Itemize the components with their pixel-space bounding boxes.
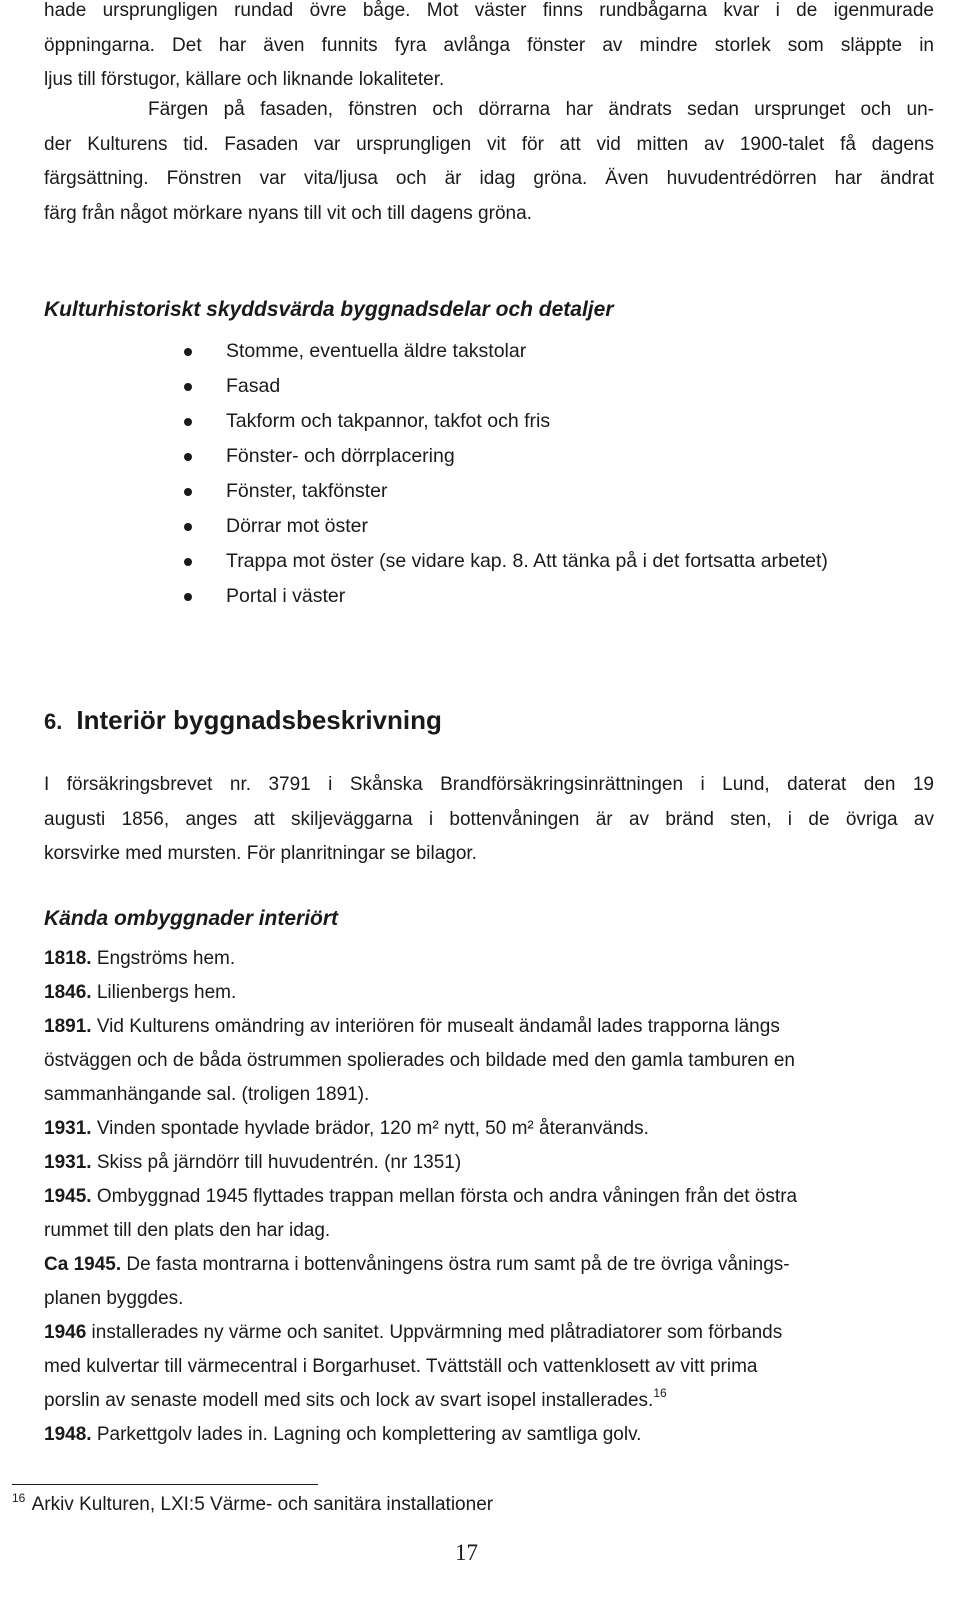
entry-text: porslin av senaste modell med sits och lock av svart isopel installerades. [44,1390,654,1411]
list-item [0,369,828,404]
text-line: korsvirke med mursten. För planritningar se bilagor. [44,843,477,864]
entry-text: rummet till den plats den har idag. [44,1220,331,1241]
entry-year: 1948. [44,1424,92,1445]
entry-year: 1818. [44,948,92,969]
list-item-label: Trappa mot öster (se vidare kap. 8. Att tänka på i det fortsatta arbetet) [226,550,828,572]
list-item-label: Stomme, eventuella äldre takstolar [226,340,527,362]
entry-year: 1846. [44,982,92,1003]
list-item-label: Fönster, takfönster [226,480,388,502]
list-item-label: Fasad [226,375,281,397]
section-title: Interiör byggnadsbeskrivning [76,705,442,735]
list-item [44,1316,934,1418]
list-item [0,579,828,614]
text-line: Färgen på fasaden, fönstren och dörrarna har ändrats sedan ursprunget och un- [148,99,934,120]
footnote [12,1491,494,1516]
section-heading [44,705,442,736]
list-item [0,509,828,544]
text-line: hade ursprungligen rundad övre båge. Mot väster finns rundbågarna kvar i de igenmurade [44,0,934,21]
text-line: I försäkringsbrevet nr. 3791 i Skånska Brandförsäkringsinrättningen i Lund, daterat den 19 [44,774,934,795]
entry-year: 1891. [44,1016,92,1037]
list-item-label: Portal i väster [226,585,346,607]
footnote-reference[interactable]: 16 [653,1386,667,1400]
list-item [44,1146,934,1180]
section-number: 6. [44,709,63,734]
text-line: färgsättning. Fönstren var vita/ljusa och är idag gröna. Även huvudentrédörren har ändrat [44,168,934,189]
list-item [0,474,828,509]
list-item [44,976,934,1010]
entry-text: installerades ny värme och sanitet. Uppvärmning med plåtradiatorer som förbands [86,1322,783,1343]
entry-text: med kulvertar till värmecentral i Borgarhuset. Tvättställ och vattenklosett av vitt prima [44,1356,758,1377]
list-item [44,1010,934,1112]
list-item [0,439,828,474]
protected-heading: Kulturhistoriskt skyddsvärda byggnadsdelar och detaljer [44,298,614,321]
entry-text: Engströms hem. [91,948,236,969]
bullet-icon [184,558,192,566]
list-item-label: Takform och takpannor, takfot och fris [226,410,551,432]
page-number: 17 [455,1540,478,1565]
bullet-icon [184,348,192,356]
list-item [44,1180,934,1248]
entry-text: sammanhängande sal. (troligen 1891). [44,1084,370,1105]
bullet-icon [184,418,192,426]
text-line: ljus till förstugor, källare och liknande lokaliteter. [44,69,445,90]
bullet-icon [184,523,192,531]
entry-text: Skiss på järndörr till huvudentrén. (nr 1351) [91,1152,462,1173]
section-paragraph [44,768,934,872]
list-item [44,1112,934,1146]
entry-text: planen byggdes. [44,1288,184,1309]
entry-year: Ca 1945. [44,1254,122,1275]
list-item-label: Fönster- och dörrplacering [226,445,455,467]
text-line: färg från något mörkare nyans till vit och till dagens gröna. [44,202,532,224]
text-line: augusti 1856, anges att skiljeväggarna i bottenvåningen är av bränd sten, i de övriga av [44,808,934,830]
entry-text: De fasta montrarna i bottenvåningens östra rum samt på de tre övriga vånings- [121,1254,790,1275]
intro-paragraph [44,0,934,98]
entry-text: Vinden spontade hyvlade brädor, 120 m² nytt, 50 m² återanvänds. [91,1118,649,1139]
bullet-icon [184,593,192,601]
footnote-text: Arkiv Kulturen, LXI:5 Värme- och sanitära installationer [27,1494,494,1515]
entry-year: 1945. [44,1186,92,1207]
bullet-icon [184,383,192,391]
entry-year: 1946 [44,1322,87,1343]
entry-year: 1931. [44,1152,92,1173]
list-item [44,1248,934,1316]
list-item-label: Dörrar mot öster [226,515,368,537]
list-item [0,544,828,579]
entry-text: Lilienbergs hem. [91,982,237,1003]
list-item [44,942,934,976]
entry-text: Parkettgolv lades in. Lagning och komplettering av samtliga golv. [91,1424,642,1445]
entry-text: östväggen och de båda östrummen spolierades och bildade med den gamla tamburen en [44,1050,795,1071]
list-item [0,334,828,369]
entry-text: Vid Kulturens omändring av interiören för musealt ändamål lades trapporna längs [91,1016,780,1037]
renovations-heading: Kända ombyggnader interiört [44,907,339,930]
footnote-divider [12,1484,318,1485]
text-line: öppningarna. Det har även funnits fyra avlånga fönster av mindre storlek som släppte in [44,34,934,56]
bullet-icon [184,488,192,496]
text-line: der Kulturens tid. Fasaden var ursprungligen vit för att vid mitten av 1900-talet få dagens [44,133,934,155]
protected-list [0,334,828,614]
bullet-icon [184,453,192,461]
renovations-list [44,942,934,1452]
list-item [44,1418,934,1452]
color-paragraph [44,93,934,231]
footnote-mark: 16 [12,1491,26,1505]
entry-year: 1931. [44,1118,92,1139]
list-item [0,404,828,439]
entry-text: Ombyggnad 1945 flyttades trappan mellan första och andra våningen från det östra [91,1186,798,1207]
